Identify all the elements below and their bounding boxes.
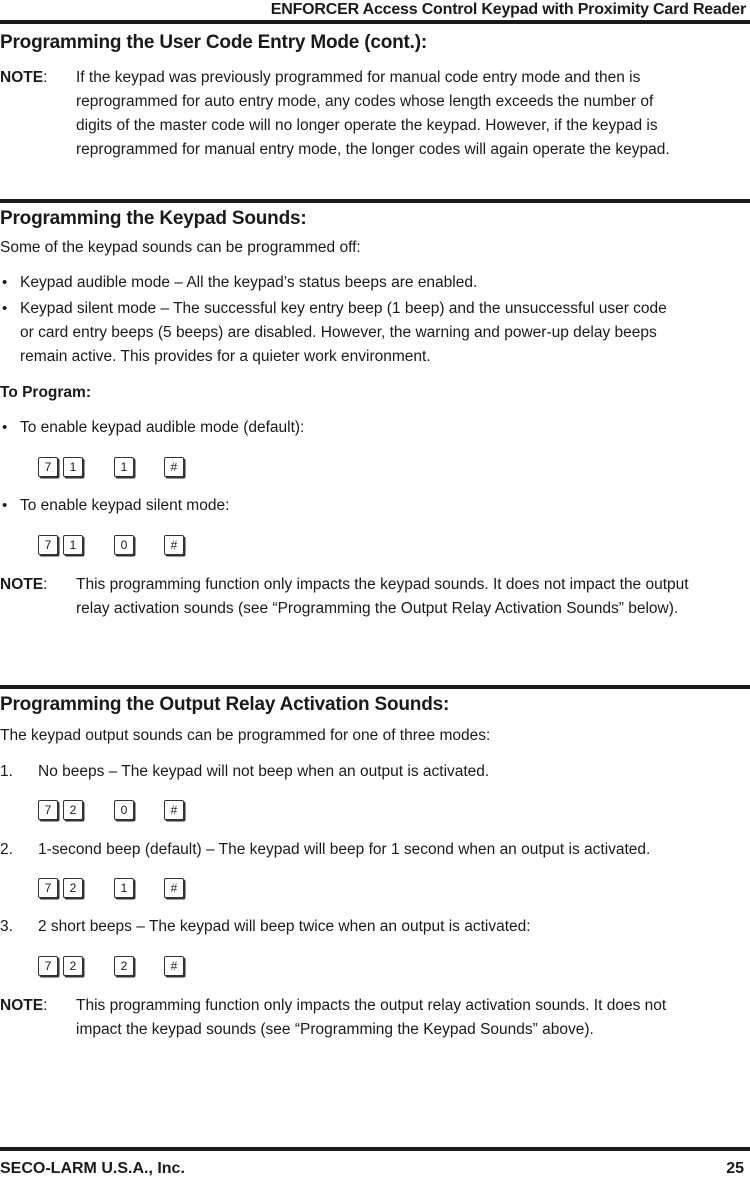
note-label: NOTE: (0, 69, 48, 86)
list-number: 3. (0, 918, 13, 935)
key-sequence (38, 800, 198, 822)
keypad-key: 7 (38, 457, 58, 477)
step-silent-label: To enable keypad silent mode: (20, 497, 230, 514)
keypad-key: # (164, 535, 184, 555)
section-title-user-code-entry: Programming the User Code Entry Mode (cont.): (0, 32, 427, 53)
list-item-two-short-beeps: 2 short beeps – The keypad will beep twice when an output is activated: (38, 918, 531, 935)
note-text: This programming function only impacts the keypad sounds. It does not impact the output relay activation sounds (see “Programming the Output Relay Activation Sounds” below). (76, 576, 689, 617)
bullet-icon: • (2, 497, 8, 514)
list-item-one-second-beep: 1-second beep (default) – The keypad will beep for 1 second when an output is activated. (38, 841, 651, 858)
keypad-key: 7 (38, 535, 58, 555)
to-program-label: To Program: (0, 384, 91, 401)
footer-rule (0, 1147, 750, 1151)
keypad-key: 2 (63, 878, 83, 898)
bullet-icon: • (2, 274, 8, 291)
keypad-key: # (164, 878, 184, 898)
header-rule (0, 20, 750, 24)
bullet-icon: • (2, 419, 8, 436)
note-text: This programming function only impacts the output relay activation sounds. It does not impact the keypad sounds (see “Programming the Keypad Sounds” above). (76, 997, 667, 1038)
keypad-key: 1 (63, 535, 83, 555)
key-sequence (38, 878, 198, 900)
keypad-key: 7 (38, 800, 58, 820)
footer-company: SECO-LARM U.S.A., Inc. (0, 1160, 185, 1177)
note-label: NOTE: (0, 576, 48, 593)
bullet-audible-mode: Keypad audible mode – All the keypad’s status beeps are enabled. (20, 274, 478, 291)
list-number: 2. (0, 841, 13, 858)
bullet-silent-mode-line: or card entry beeps (5 beeps) are disabled. However, the warning and power-up delay beeps (20, 324, 657, 341)
note-label: NOTE: (0, 997, 48, 1014)
keypad-key: # (164, 457, 184, 477)
bullet-silent-mode-line: remain active. This provides for a quieter work environment. (20, 348, 431, 365)
note-text: If the keypad was previously programmed for manual code entry mode and then is reprogrammed for auto entry mode, any codes whose length exceeds the number of digits of the master code will no longer operate the keypad. However, if the keypad is reprogrammed for manual entry mode, the longer codes will again operate the keypad. (76, 69, 670, 158)
section-rule (0, 199, 750, 203)
keypad-key: 7 (38, 956, 58, 976)
keypad-key: 1 (114, 878, 134, 898)
running-header: ENFORCER Access Control Keypad with Proximity Card Reader (270, 1, 746, 18)
section-intro: The keypad output sounds can be programmed for one of three modes: (0, 727, 491, 744)
step-audible-label: To enable keypad audible mode (default): (20, 419, 305, 436)
keypad-key: 0 (114, 800, 134, 820)
keypad-key: 0 (114, 535, 134, 555)
section-intro: Some of the keypad sounds can be programmed off: (0, 239, 361, 256)
bullet-silent-mode-line: Keypad silent mode – The successful key entry beep (1 beep) and the unsuccessful user code (20, 300, 667, 317)
keypad-key: 7 (38, 878, 58, 898)
keypad-key: # (164, 800, 184, 820)
key-sequence (38, 956, 198, 978)
keypad-key: 1 (114, 457, 134, 477)
keypad-key: 2 (114, 956, 134, 976)
keypad-key: 1 (63, 457, 83, 477)
keypad-key: # (164, 956, 184, 976)
section-title-output-relay-sounds: Programming the Output Relay Activation Sounds: (0, 694, 450, 715)
list-item-no-beeps: No beeps – The keypad will not beep when an output is activated. (38, 763, 490, 780)
page-number: 25 (726, 1160, 744, 1177)
key-sequence (38, 457, 198, 479)
keypad-key: 2 (63, 800, 83, 820)
section-rule (0, 685, 750, 689)
bullet-icon: • (2, 300, 8, 317)
list-number: 1. (0, 763, 13, 780)
section-title-keypad-sounds: Programming the Keypad Sounds: (0, 208, 307, 229)
key-sequence (38, 535, 198, 557)
keypad-key: 2 (63, 956, 83, 976)
